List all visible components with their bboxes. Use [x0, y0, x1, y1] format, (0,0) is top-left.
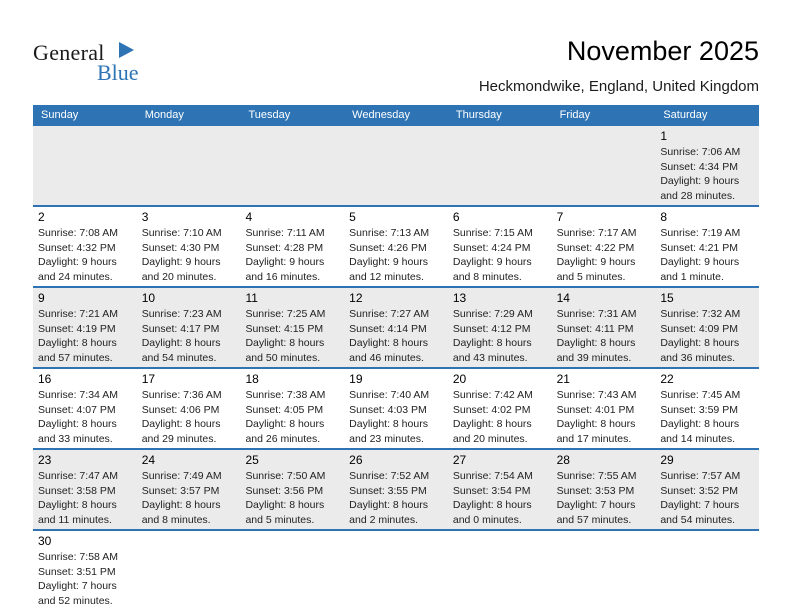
day-number: 2: [38, 210, 45, 224]
day-number: 1: [660, 129, 667, 143]
day-cell-empty: [448, 531, 552, 610]
daylight-text: Daylight: 9 hours and 5 minutes.: [556, 256, 636, 283]
day-number: 15: [660, 291, 674, 305]
sunrise-text: Sunrise: 7:25 AM: [245, 308, 326, 320]
day-number: 11: [245, 291, 258, 305]
sunrise-text: Sunrise: 7:06 AM: [660, 146, 741, 158]
sunset-text: Sunset: 4:34 PM: [660, 160, 738, 173]
sunrise-text: Sunrise: 7:55 AM: [556, 470, 637, 482]
day-cell-25: [240, 450, 344, 529]
daylight-text: Daylight: 7 hours and 57 minutes.: [556, 499, 636, 526]
day-cell-23: [33, 450, 137, 529]
day-number: 22: [660, 372, 674, 386]
day-cell-15: [655, 288, 759, 367]
daylight-text: Daylight: 9 hours and 24 minutes.: [38, 256, 117, 283]
day-number: 27: [452, 453, 467, 467]
day-number: 4: [245, 210, 253, 224]
day-cell-empty: [344, 126, 448, 205]
sunset-text: Sunset: 4:07 PM: [38, 403, 116, 416]
sunset-text: Sunset: 3:55 PM: [349, 484, 427, 497]
sunrise-text: Sunrise: 7:45 AM: [660, 389, 741, 401]
day-cell-7: [552, 207, 656, 286]
weekday-header-tuesday: Tuesday: [248, 109, 291, 121]
week-row-6: [33, 529, 759, 610]
daylight-text: Daylight: 8 hours and 50 minutes.: [245, 337, 325, 364]
daylight-text: Daylight: 8 hours and 26 minutes.: [245, 418, 325, 445]
weekday-header-wednesday: Wednesday: [352, 109, 411, 121]
sunrise-text: Sunrise: 7:27 AM: [349, 308, 430, 320]
day-cell-13: [448, 288, 552, 367]
sunset-text: Sunset: 4:14 PM: [349, 322, 427, 335]
day-number: 16: [38, 372, 52, 386]
sunrise-text: Sunrise: 7:31 AM: [556, 308, 637, 320]
day-cell-27: [448, 450, 552, 529]
day-cell-10: [137, 288, 241, 367]
sunset-text: Sunset: 4:22 PM: [556, 241, 635, 254]
weekday-header-sunday: Sunday: [41, 109, 79, 121]
sunrise-text: Sunrise: 7:57 AM: [660, 470, 741, 482]
sunset-text: Sunset: 3:57 PM: [141, 484, 220, 497]
daylight-text: Daylight: 8 hours and 14 minutes.: [660, 418, 740, 445]
week-row-5: [33, 448, 759, 529]
day-cell-empty: [137, 531, 241, 610]
day-cell-8: [655, 207, 759, 286]
sunset-text: Sunset: 4:24 PM: [452, 241, 531, 254]
sunrise-text: Sunrise: 7:42 AM: [452, 389, 533, 401]
calendar-weeks: [33, 126, 759, 610]
daylight-text: Daylight: 8 hours and 20 minutes.: [452, 418, 532, 445]
daylight-text: Daylight: 8 hours and 46 minutes.: [349, 337, 428, 364]
day-cell-empty: [552, 126, 656, 205]
sunset-text: Sunset: 3:51 PM: [38, 565, 116, 578]
day-cell-9: [33, 288, 137, 367]
daylight-text: Daylight: 8 hours and 2 minutes.: [349, 499, 428, 526]
weekday-header-monday: Monday: [144, 109, 184, 121]
sunset-text: Sunset: 4:28 PM: [245, 241, 324, 254]
daylight-text: Daylight: 9 hours and 20 minutes.: [141, 256, 221, 283]
sunrise-text: Sunrise: 7:34 AM: [38, 389, 118, 401]
sunrise-text: Sunrise: 7:17 AM: [556, 227, 637, 239]
general-blue-logo: [33, 40, 163, 96]
daylight-text: Daylight: 8 hours and 17 minutes.: [556, 418, 636, 445]
sunrise-text: Sunrise: 7:23 AM: [141, 308, 222, 320]
sunset-text: Sunset: 4:01 PM: [556, 403, 635, 416]
day-cell-22: [655, 369, 759, 448]
sunset-text: Sunset: 4:26 PM: [349, 241, 427, 254]
day-cell-11: [240, 288, 344, 367]
day-cell-16: [33, 369, 137, 448]
day-number: 18: [245, 372, 259, 386]
daylight-text: Daylight: 8 hours and 43 minutes.: [452, 337, 532, 364]
sunset-text: Sunset: 3:59 PM: [660, 403, 738, 416]
day-cell-19: [344, 369, 448, 448]
sunset-text: Sunset: 4:02 PM: [452, 403, 531, 416]
daylight-text: Daylight: 9 hours and 12 minutes.: [349, 256, 428, 283]
sunset-text: Sunset: 4:15 PM: [245, 322, 324, 335]
sunset-text: Sunset: 4:11 PM: [556, 322, 634, 335]
daylight-text: Daylight: 9 hours and 8 minutes.: [452, 256, 532, 283]
day-number: 5: [349, 210, 356, 224]
day-number: 28: [556, 453, 570, 467]
logo-flag-icon: [119, 42, 134, 58]
sunrise-text: Sunrise: 7:38 AM: [245, 389, 326, 401]
week-row-4: [33, 367, 759, 448]
sunrise-text: Sunrise: 7:40 AM: [349, 389, 430, 401]
day-cell-28: [552, 450, 656, 529]
daylight-text: Daylight: 8 hours and 0 minutes.: [452, 499, 532, 526]
day-number: 9: [38, 291, 45, 305]
day-number: 13: [452, 291, 467, 305]
daylight-text: Daylight: 9 hours and 28 minutes.: [660, 175, 740, 202]
daylight-text: Daylight: 8 hours and 29 minutes.: [141, 418, 221, 445]
day-cell-empty: [240, 126, 344, 205]
day-number: 30: [38, 534, 52, 548]
sunset-text: Sunset: 4:09 PM: [660, 322, 738, 335]
day-cell-29: [655, 450, 759, 529]
sunrise-text: Sunrise: 7:36 AM: [141, 389, 222, 401]
day-cell-empty: [655, 531, 759, 610]
sunrise-text: Sunrise: 7:58 AM: [38, 551, 118, 563]
day-number: 12: [349, 291, 363, 305]
day-number: 23: [38, 453, 52, 467]
day-cell-17: [137, 369, 241, 448]
day-cell-5: [344, 207, 448, 286]
day-cell-empty: [552, 531, 656, 610]
daylight-text: Daylight: 8 hours and 57 minutes.: [38, 337, 117, 364]
sunset-text: Sunset: 3:58 PM: [38, 484, 116, 497]
day-number: 24: [141, 453, 156, 467]
day-cell-1: [655, 126, 759, 205]
day-cell-12: [344, 288, 448, 367]
sunrise-text: Sunrise: 7:43 AM: [556, 389, 637, 401]
day-number: 10: [141, 291, 156, 305]
day-number: 3: [141, 210, 149, 224]
day-number: 17: [141, 372, 156, 386]
day-cell-14: [552, 288, 656, 367]
day-number: 29: [660, 453, 674, 467]
day-number: 21: [556, 372, 570, 386]
day-cell-empty: [240, 531, 344, 610]
sunrise-text: Sunrise: 7:32 AM: [660, 308, 741, 320]
day-cell-empty: [137, 126, 241, 205]
daylight-text: Daylight: 8 hours and 5 minutes.: [245, 499, 325, 526]
daylight-text: Daylight: 8 hours and 8 minutes.: [141, 499, 221, 526]
day-cell-empty: [33, 126, 137, 205]
daylight-text: Daylight: 7 hours and 52 minutes.: [38, 580, 117, 607]
day-cell-30: [33, 531, 137, 610]
daylight-text: Daylight: 8 hours and 33 minutes.: [38, 418, 117, 445]
sunrise-text: Sunrise: 7:10 AM: [141, 227, 222, 239]
sunset-text: Sunset: 4:32 PM: [38, 241, 116, 254]
week-row-2: [33, 205, 759, 286]
sunrise-text: Sunrise: 7:49 AM: [141, 470, 222, 482]
day-number: 6: [452, 210, 460, 224]
day-cell-20: [448, 369, 552, 448]
day-number: 7: [556, 210, 564, 224]
weekday-header-row: [33, 105, 759, 126]
daylight-text: Daylight: 9 hours and 1 minute.: [660, 256, 740, 283]
daylight-text: Daylight: 9 hours and 16 minutes.: [245, 256, 325, 283]
sunrise-text: Sunrise: 7:29 AM: [452, 308, 533, 320]
sunrise-text: Sunrise: 7:52 AM: [349, 470, 430, 482]
daylight-text: Daylight: 8 hours and 39 minutes.: [556, 337, 636, 364]
page-header: [33, 36, 759, 100]
sunrise-text: Sunrise: 7:15 AM: [452, 227, 533, 239]
sunset-text: Sunset: 4:21 PM: [660, 241, 738, 254]
sunrise-text: Sunrise: 7:08 AM: [38, 227, 118, 239]
day-number: 14: [556, 291, 570, 305]
daylight-text: Daylight: 8 hours and 11 minutes.: [38, 499, 117, 526]
weekday-header-thursday: Thursday: [455, 109, 502, 121]
logo-text-general: General: [33, 40, 105, 65]
daylight-text: Daylight: 7 hours and 54 minutes.: [660, 499, 740, 526]
day-cell-21: [552, 369, 656, 448]
sunrise-text: Sunrise: 7:11 AM: [245, 227, 325, 239]
day-cell-2: [33, 207, 137, 286]
daylight-text: Daylight: 8 hours and 54 minutes.: [141, 337, 221, 364]
logo-text-blue: Blue: [97, 60, 139, 85]
day-number: 26: [349, 453, 363, 467]
sunrise-text: Sunrise: 7:50 AM: [245, 470, 326, 482]
day-cell-18: [240, 369, 344, 448]
sunrise-text: Sunrise: 7:19 AM: [660, 227, 741, 239]
day-number: 25: [245, 453, 259, 467]
sunrise-text: Sunrise: 7:21 AM: [38, 308, 118, 320]
daylight-text: Daylight: 8 hours and 36 minutes.: [660, 337, 740, 364]
sunrise-text: Sunrise: 7:54 AM: [452, 470, 533, 482]
day-cell-6: [448, 207, 552, 286]
location-subtitle: Heckmondwike, England, United Kingdom: [478, 78, 759, 95]
weekday-header-friday: Friday: [559, 109, 591, 121]
calendar-table: [33, 105, 759, 610]
sunrise-text: Sunrise: 7:47 AM: [38, 470, 118, 482]
sunset-text: Sunset: 3:54 PM: [452, 484, 531, 497]
week-row-1: [33, 126, 759, 205]
daylight-text: Daylight: 8 hours and 23 minutes.: [349, 418, 428, 445]
day-number: 8: [660, 210, 667, 224]
week-row-3: [33, 286, 759, 367]
month-title: November 2025: [566, 36, 759, 66]
sunset-text: Sunset: 3:53 PM: [556, 484, 635, 497]
day-cell-empty: [448, 126, 552, 205]
day-cell-26: [344, 450, 448, 529]
sunset-text: Sunset: 4:30 PM: [141, 241, 220, 254]
sunset-text: Sunset: 4:06 PM: [141, 403, 220, 416]
sunset-text: Sunset: 3:52 PM: [660, 484, 738, 497]
sunset-text: Sunset: 4:19 PM: [38, 322, 116, 335]
day-cell-24: [137, 450, 241, 529]
sunset-text: Sunset: 4:03 PM: [349, 403, 427, 416]
day-number: 20: [452, 372, 467, 386]
day-cell-4: [240, 207, 344, 286]
weekday-header-saturday: Saturday: [663, 109, 708, 121]
sunset-text: Sunset: 4:05 PM: [245, 403, 324, 416]
day-cell-empty: [344, 531, 448, 610]
sunset-text: Sunset: 4:12 PM: [452, 322, 531, 335]
sunset-text: Sunset: 4:17 PM: [141, 322, 220, 335]
day-number: 19: [349, 372, 363, 386]
day-cell-3: [137, 207, 241, 286]
sunset-text: Sunset: 3:56 PM: [245, 484, 324, 497]
sunrise-text: Sunrise: 7:13 AM: [349, 227, 430, 239]
